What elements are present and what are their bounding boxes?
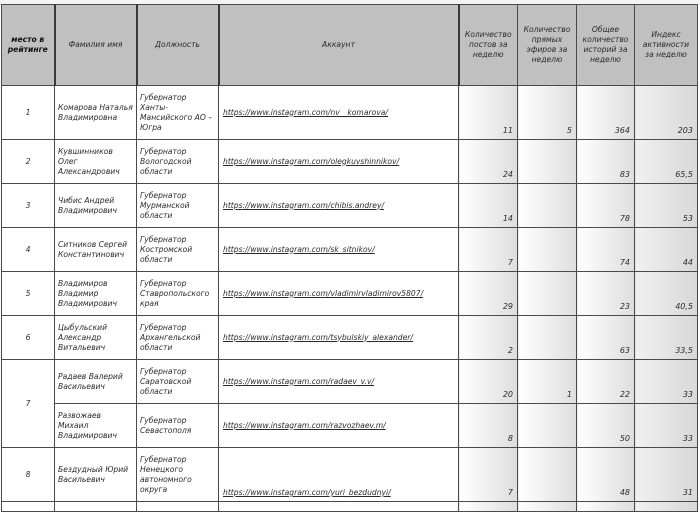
header-stories: Общее количество историй за неделю — [577, 5, 635, 86]
account-cell — [219, 184, 459, 228]
name-cell: Чибис Андрей Владимирович — [55, 184, 137, 228]
header-name: Фамилия имя — [55, 5, 137, 86]
table-row — [2, 272, 698, 316]
governor-rating-table — [1, 4, 698, 512]
live-cell: 5 — [518, 86, 577, 140]
live-cell — [518, 184, 577, 228]
stories-cell: 364 — [577, 86, 635, 140]
rank-cell: 3 — [2, 184, 55, 228]
stories-cell: 63 — [577, 316, 635, 360]
live-cell: 1 — [518, 360, 577, 404]
table-row — [2, 360, 698, 404]
posts-cell: 7 — [459, 448, 518, 502]
account-link[interactable]: https://www.instagram.com/vladimirvladimirov5807/ — [223, 288, 424, 298]
empty-cell — [219, 502, 459, 512]
posts-cell: 24 — [459, 140, 518, 184]
header-index: Индекс активности за неделю — [635, 5, 698, 86]
index-cell: 53 — [635, 184, 698, 228]
live-cell — [518, 404, 577, 448]
index-cell: 65,5 — [635, 140, 698, 184]
table-row — [2, 404, 698, 448]
rank-cell: 8 — [2, 448, 55, 502]
empty-cell — [55, 502, 137, 512]
name-cell: Комарова Наталья Владимировна — [55, 86, 137, 140]
header-rank: место в рейтинге — [2, 5, 55, 86]
stories-cell: 74 — [577, 228, 635, 272]
rank-cell: 7 — [2, 360, 55, 448]
name-cell: Владимиров Владимир Владимирович — [55, 272, 137, 316]
empty-cell — [459, 502, 518, 512]
account-cell — [219, 140, 459, 184]
position-cell: Губернатор Севастополя — [137, 404, 219, 448]
posts-cell: 14 — [459, 184, 518, 228]
name-cell: Радаев Валерий Васильевич — [55, 360, 137, 404]
posts-cell: 7 — [459, 228, 518, 272]
live-cell — [518, 140, 577, 184]
index-cell: 40,5 — [635, 272, 698, 316]
account-cell — [219, 316, 459, 360]
header-account: Аккаунт — [219, 5, 459, 86]
live-cell — [518, 228, 577, 272]
position-cell: Губернатор Ханты-Мансийского АО – Югра — [137, 86, 219, 140]
table-row — [2, 140, 698, 184]
position-cell: Губернатор Вологодской области — [137, 140, 219, 184]
posts-cell: 8 — [459, 404, 518, 448]
position-cell: Губернатор Саратовской области — [137, 360, 219, 404]
name-cell: Цыбульский Александр Витальевич — [55, 316, 137, 360]
header-live: Количество прямых эфиров за неделю — [518, 5, 577, 86]
rank-cell: 1 — [2, 86, 55, 140]
rank-cell: 4 — [2, 228, 55, 272]
account-link[interactable]: https://www.instagram.com/tsybulskiy_alexander/ — [223, 332, 413, 342]
table-row — [2, 448, 698, 502]
position-cell: Губернатор Ненецкого автономного округа — [137, 448, 219, 502]
rank-cell: 2 — [2, 140, 55, 184]
empty-cell — [518, 502, 577, 512]
stories-cell: 83 — [577, 140, 635, 184]
posts-cell: 11 — [459, 86, 518, 140]
stories-cell: 78 — [577, 184, 635, 228]
position-cell: Губернатор Архангельской области — [137, 316, 219, 360]
empty-cell — [577, 502, 635, 512]
account-link[interactable]: https://www.instagram.com/olegkuvshinnikov/ — [223, 156, 400, 166]
index-cell: 33,5 — [635, 316, 698, 360]
account-link[interactable]: https://www.instagram.com/chibis.andrey/ — [223, 200, 385, 210]
empty-cell — [2, 502, 55, 512]
account-cell — [219, 272, 459, 316]
index-cell: 33 — [635, 360, 698, 404]
index-cell: 44 — [635, 228, 698, 272]
position-cell: Губернатор Ставропольского края — [137, 272, 219, 316]
rank-cell: 6 — [2, 316, 55, 360]
live-cell — [518, 316, 577, 360]
stories-cell: 23 — [577, 272, 635, 316]
account-link[interactable]: https://www.instagram.com/nv__komarova/ — [223, 107, 388, 117]
name-cell: Ситников Сергей Константинович — [55, 228, 137, 272]
stories-cell: 48 — [577, 448, 635, 502]
live-cell — [518, 448, 577, 502]
posts-cell: 29 — [459, 272, 518, 316]
table-row — [2, 228, 698, 272]
account-cell — [219, 404, 459, 448]
account-cell — [219, 360, 459, 404]
table-row-partial — [2, 502, 698, 512]
table-row — [2, 184, 698, 228]
index-cell: 203 — [635, 86, 698, 140]
account-cell — [219, 448, 459, 502]
posts-cell: 2 — [459, 316, 518, 360]
name-cell: Развожаев Михаил Владимирович — [55, 404, 137, 448]
table-row — [2, 86, 698, 140]
live-cell — [518, 272, 577, 316]
stories-cell: 22 — [577, 360, 635, 404]
posts-cell: 20 — [459, 360, 518, 404]
index-cell: 31 — [635, 448, 698, 502]
header-posts: Количество постов за неделю — [459, 5, 518, 86]
account-link[interactable]: https://www.instagram.com/radaev_v.v/ — [223, 376, 375, 386]
index-cell: 33 — [635, 404, 698, 448]
empty-cell — [137, 502, 219, 512]
header-row — [2, 5, 698, 86]
account-link[interactable]: https://www.instagram.com/razvozhaev.m/ — [223, 420, 386, 430]
account-link[interactable]: https://www.instagram.com/yuri_bezdudnyi/ — [223, 488, 391, 497]
header-position: Должность — [137, 5, 219, 86]
stories-cell: 50 — [577, 404, 635, 448]
name-cell: Бездудный Юрий Васильевич — [55, 448, 137, 502]
name-cell: Кувшинников Олег Александрович — [55, 140, 137, 184]
empty-cell — [635, 502, 698, 512]
account-link[interactable]: https://www.instagram.com/sk_sitnikov/ — [223, 244, 375, 254]
account-cell — [219, 86, 459, 140]
account-cell — [219, 228, 459, 272]
rank-cell: 5 — [2, 272, 55, 316]
position-cell: Губернатор Костромской области — [137, 228, 219, 272]
position-cell: Губернатор Мурманской области — [137, 184, 219, 228]
table-row — [2, 316, 698, 360]
